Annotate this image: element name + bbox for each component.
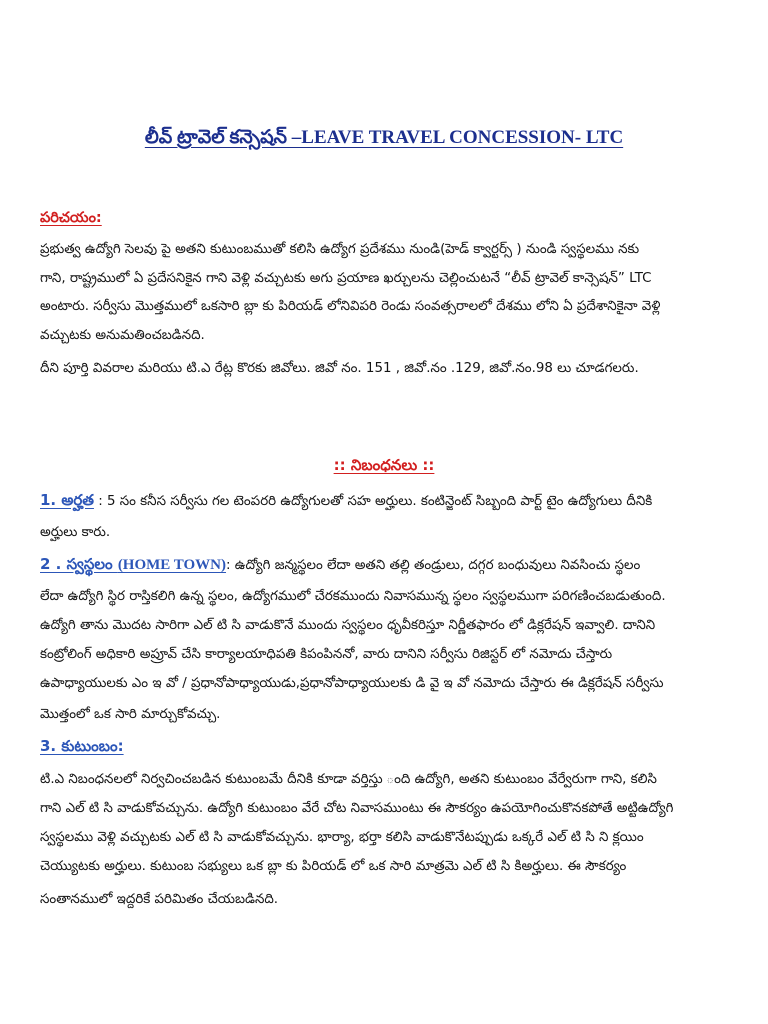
intro-line: అంటారు. సర్వీసు మొత్తములో ఒకసారి బ్లా కు పిరియడ్ లోనివిపరి రెండు సంవత్సరాలలో దేశము లోని ఏ ప్రదేశానికైనా వెళ్లి — [40, 299, 661, 314]
section-hometown-line: మొత్తంలో ఒక సారి మార్చుకోవచ్చు. — [40, 707, 221, 722]
section-family-line: చెయ్యుటకు అర్హులు. కుటుంబ సభ్యులు ఒక బ్లా కు పిరియడ్ లో ఒక సారి మాత్రమె ఎల్ టి సి కిఅర్హులు. ఈ సౌకర్యం — [40, 859, 627, 874]
section-eligibility-text: : 5 సం కనీస సర్వీసు గల టెంపరరి ఉద్యోగులతో సహ అర్హులు. కంటిన్జెంట్ సిబ్బంది పార్ట్ టైం ఉద్యోగులు దీనికి — [93, 494, 653, 509]
intro-line: ప్రభుత్వ ఉద్యోగి సెలవు పై అతని కుటుంబముతో కలిసి ఉద్యోగ ప్రదేశము నుండి(హెడ్ క్వార్టర్స్ ) నుండి స్వస్థలము నకు — [40, 242, 640, 257]
section-family-line: స్వస్థలము వెళ్లి వచ్చుటకు ఎల్ టి సి వాడుకోవచ్చును. భార్యా, భర్తా కలిసి వాడుకొనేటప్పుడు ఒక్కరే ఎల్ టి సి ని క్లయిం — [40, 830, 644, 845]
section-family-heading: 3. కుటుంబం: — [40, 737, 124, 755]
section-hometown-line: కంట్రోలింగ్ అధికారి అప్రూవ్ చేసి కార్యాలయాధిపతి కిపంపిననో, వారు దానిని సర్వీసు రిజిస్టర్ లో నమోదు చేస్తారు — [40, 647, 613, 662]
section-hometown-heading-en: (HOME TOWN) — [117, 557, 227, 573]
section-hometown-line: ఉద్యోగి తాను మొదట సారిగా ఎల్ టి సి వాడుకొనే ముందు స్వస్థలం ధృవీకరిస్తూ నిర్ణీతఫారం లో డిక్లరేషన్ ఇవ్వాలి. దానిని — [40, 618, 656, 633]
section-hometown-line: ఉపాధ్యాయులకు ఎం ఇ వో / ప్రధానోపాధ్యాయుడు,ప్రధానోపాధ్యాయులకు డి వై ఇ వో నమోదు చేస్తారు ఈ డిక్లరేషన్ సర్వీసు — [40, 676, 664, 691]
rules-heading: :: నిబంధనలు :: — [333, 456, 435, 474]
intro-heading: పరిచయం: — [40, 210, 102, 226]
section-family-line: గాని ఎల్ టి సి వాడుకోవచ్చును. ఉద్యోగి కుటుంబం వేరే చోట నివాసముంటు ఈ సౌకర్యం ఉపయోగించుకొనకపోతే అట్టిఉద్యోగి — [40, 801, 674, 816]
intro-line: గాని, రాష్ట్రములో ఏ ప్రదేసనికైన గాని వెళ్లి వచ్చుటకు అగు ప్రయాణ ఖర్చులను చెల్లించుటనే “లీవ్ ట్రావెల్ కాన్సెషన్” LTC — [40, 271, 652, 286]
document-title: లీవ్ ట్రావెల్ కన్సెషన్ –LEAVE TRAVEL CONCESSION- LTC — [144, 127, 624, 148]
section-hometown-heading-te: 2 . స్వస్థలం — [40, 555, 118, 573]
section-eligibility-line: అర్హులు కారు. — [40, 525, 111, 540]
intro-line: దీని పూర్తి వివరాల మరియు టి.ఎ రేట్ల కొరకు జివోలు. జివో నం. 151 , జివో.నం .129, జివో.నం.98 లు చూడగలరు. — [40, 361, 639, 376]
section-hometown-line — [40, 555, 640, 575]
section-hometown-line: లేదా ఉద్యోగి స్థిర రాస్తికలిగి ఉన్న స్థలం, ఉద్యోగములో చేరకముందు నివాసమున్న స్థలం స్వస్థలముగా పరిగణించబడుతుంది. — [40, 589, 666, 604]
section-hometown-heading — [40, 555, 226, 573]
section-eligibility-heading: 1. అర్హత — [40, 491, 94, 509]
section-eligibility-line — [40, 491, 652, 511]
section-family-line: టి.ఎ నిబంధనలలో నిర్వచించబడిన కుటుంబమే దీనికి కూడా వర్తిస్తు ంది ఉద్యోగి, అతని కుటుంబం వేర్వేరుగా గాని, కలిసి — [40, 772, 657, 787]
section-family-line: సంతానములో ఇద్దరికే పరిమితం చేయబడినది. — [40, 892, 279, 907]
intro-line: వచ్చుటకు అనుమతించబడినది. — [40, 328, 205, 343]
section-hometown-text: : ఉద్యోగి జన్మస్థలం లేదా అతని తల్లి తండ్రులు, దగ్గర బంధువులు నివసించు స్థలం — [226, 558, 641, 573]
